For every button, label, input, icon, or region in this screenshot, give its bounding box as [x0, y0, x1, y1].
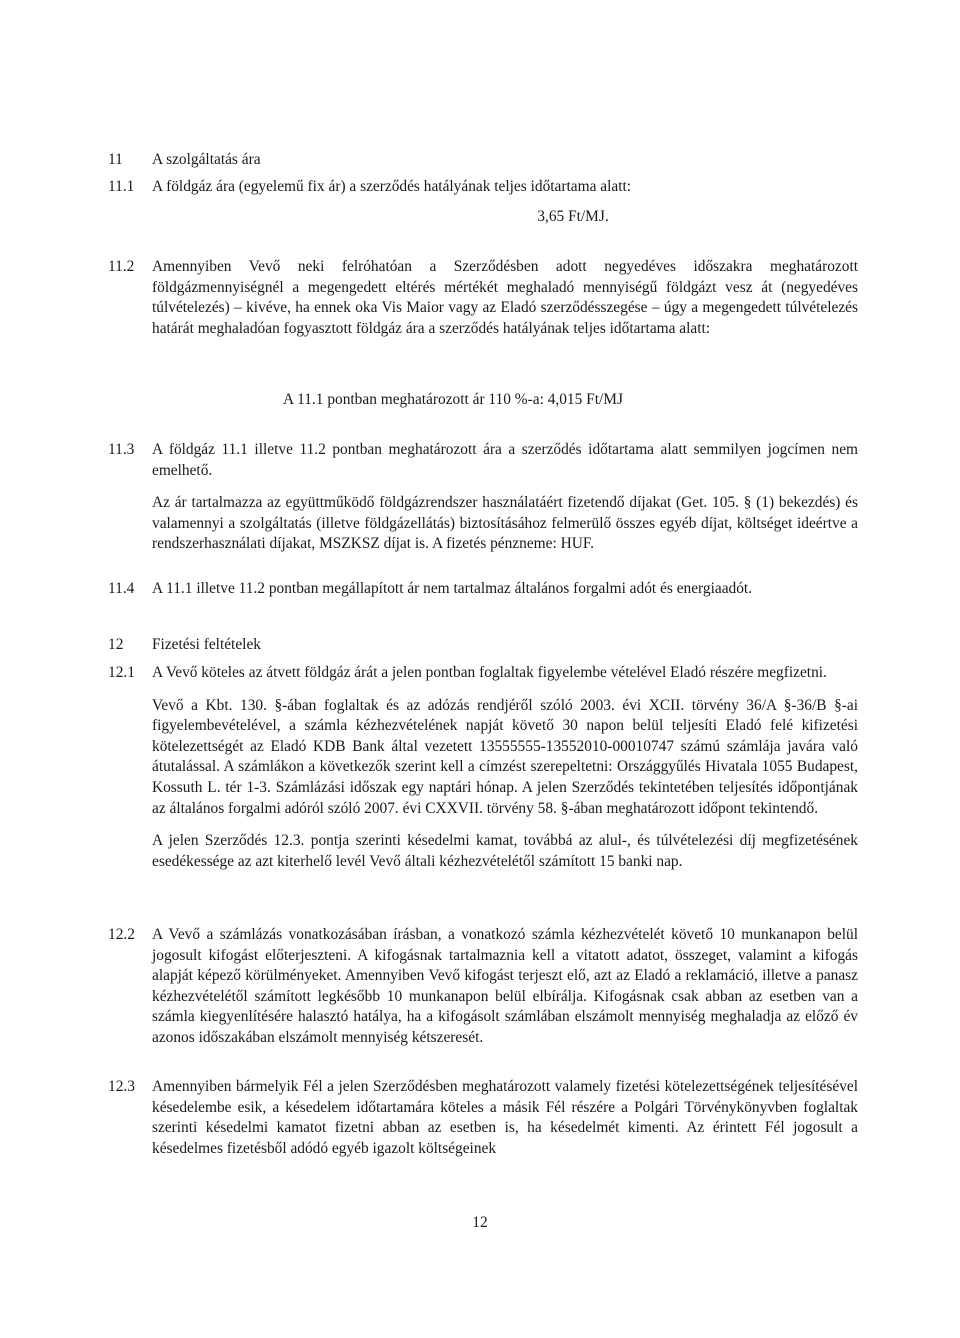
section-12-heading: [108, 635, 858, 656]
section-number: 11.3: [108, 441, 135, 458]
section-number: 11.1: [108, 178, 135, 195]
section-11-3: [108, 440, 858, 555]
section-title: Fizetési feltételek: [152, 636, 261, 653]
overprice-line: A 11.1 pontban meghatározott ár 110 %-a: 4,015 Ft/MJ: [283, 391, 623, 408]
section-11-2: [108, 257, 858, 339]
section-number: 11.4: [108, 580, 135, 597]
section-12-2: [108, 925, 858, 1049]
paragraph: A Vevő köteles az átvett földgáz árát a jelen pontban foglaltak figyelembe vételével Eladó részére megfizetni.: [152, 664, 827, 681]
section-11-4: [108, 579, 858, 600]
section-11-1: [108, 177, 858, 198]
section-number: 12.3: [108, 1078, 135, 1095]
section-title: A szolgáltatás ára: [152, 151, 261, 168]
paragraph: A földgáz 11.1 illetve 11.2 pontban meghatározott ára a szerződés időtartama alatt semmilyen jogcímen nem emelhető.: [152, 441, 858, 479]
paragraph: A Vevő a számlázás vonatkozásában írásban, a vonatkozó számla kézhezvételét követő 10 munkanapon belül jogosult kifogást előterjeszteni. A kifogásnak tartalmaznia kell a vitatott adatot, összeget, valamint a kifogás alapját képező körülményeket. Amennyiben Vevő kifogást terjeszt elő, azt az Eladó a reklamáció, illetve a panasz kézhezvételétől számított legkésőbb 10 munkanapon belül elbírálja. Kifogásnak csak abban az esetben van a számla kiegyenlítésére halasztó hatálya, ha a kifogásolt számlában elszámolt mennyiség meghaladja az előző év azonos időszakában elszámolt mennyiség kétszeresét.: [152, 926, 858, 1046]
paragraph: A jelen Szerződés 12.3. pontja szerinti késedelmi kamat, továbbá az alul-, és túlvételezési díj megfizetésének esedékessége az azt kiterhelő levél Vevő általi kézhezvételétől számított 15 banki nap.: [152, 832, 858, 870]
section-number: 12.2: [108, 926, 135, 943]
section-number: 11.2: [108, 258, 135, 275]
paragraph: Az ár tartalmazza az együttműködő földgázrendszer használatáért fizetendő díjakat (Get. 105. § (1) bekezdés) és valamennyi a szolgáltatás (illetve földgázellátás) biztosításához felmerülő összes egyéb díjat, költséget ideértve a rendszerhasználati díjakat, MSZKSZ díjat is. A fizetés pénzneme: HUF.: [152, 494, 858, 553]
paragraph: Amennyiben bármelyik Fél a jelen Szerződésben meghatározott valamely fizetési kötelezettségének teljesítésével késedelembe esik, a késedelem időtartamára köteles a másik Fél részére a Polgári Törvénykönyvben foglaltak szerinti késedelmi kamatot fizetni abban az esetben is, ha késedelmét kimenti. Az érintett Fél jogosult a késedelmes fizetésből adódó egyéb igazolt költségeinek: [152, 1078, 858, 1157]
section-number: 12.1: [108, 664, 135, 681]
section-12-3: [108, 1077, 858, 1159]
section-number: 11: [108, 151, 123, 168]
section-number: 12: [108, 636, 124, 653]
paragraph: A földgáz ára (egyelemű fix ár) a szerződés hatályának teljes időtartama alatt:: [152, 178, 632, 195]
paragraph: Amennyiben Vevő neki felróhatóan a Szerződésben adott negyedéves időszakra meghatározott földgázmennyiségnél a megengedett eltérés mértékét meghaladó mennyiségű földgázt vesz át (negyedéves túlvételezés) – kivéve, ha ennek oka Vis Maior vagy az Eladó szerződésszegése – úgy a megengedett túlvételezés határát meghaladóan fogyasztott földgáz ára a szerződés hatályának teljes időtartama alatt:: [152, 258, 858, 337]
section-12-1: [108, 663, 858, 872]
page-number: 12: [472, 1214, 488, 1231]
paragraph: Vevő a Kbt. 130. §-ában foglaltak és az adózás rendjéről szóló 2003. évi XCII. törvény 36/A §-36/B §-ai figyelembevételével, a számla kézhezvételének napját követő 30 napon belül teljesíti Eladó felé kifizetési kötelezettségét az Eladó KDB Bank által vezetett 13555555-13552010-00010747 számú számlája javára való átutalással. A számlákon a következők szerint kell a címzést szerepeltetni: Országgyűlés Hivatala 1055 Budapest, Kossuth L. tér 1-3. Számlázási időszak egy naptári hónap. A jelen Szerződés tekintetében teljesítés időpontjának az általános forgalmi adóról szóló 2007. évi CXXVII. törvény 58. §-ában meghatározott időpont tekintendő.: [152, 696, 858, 817]
section-11-heading: [108, 150, 858, 171]
paragraph: A 11.1 illetve 11.2 pontban megállapított ár nem tartalmaz általános forgalmi adót és energiaadót.: [152, 580, 753, 597]
price-line: 3,65 Ft/MJ.: [537, 208, 609, 225]
